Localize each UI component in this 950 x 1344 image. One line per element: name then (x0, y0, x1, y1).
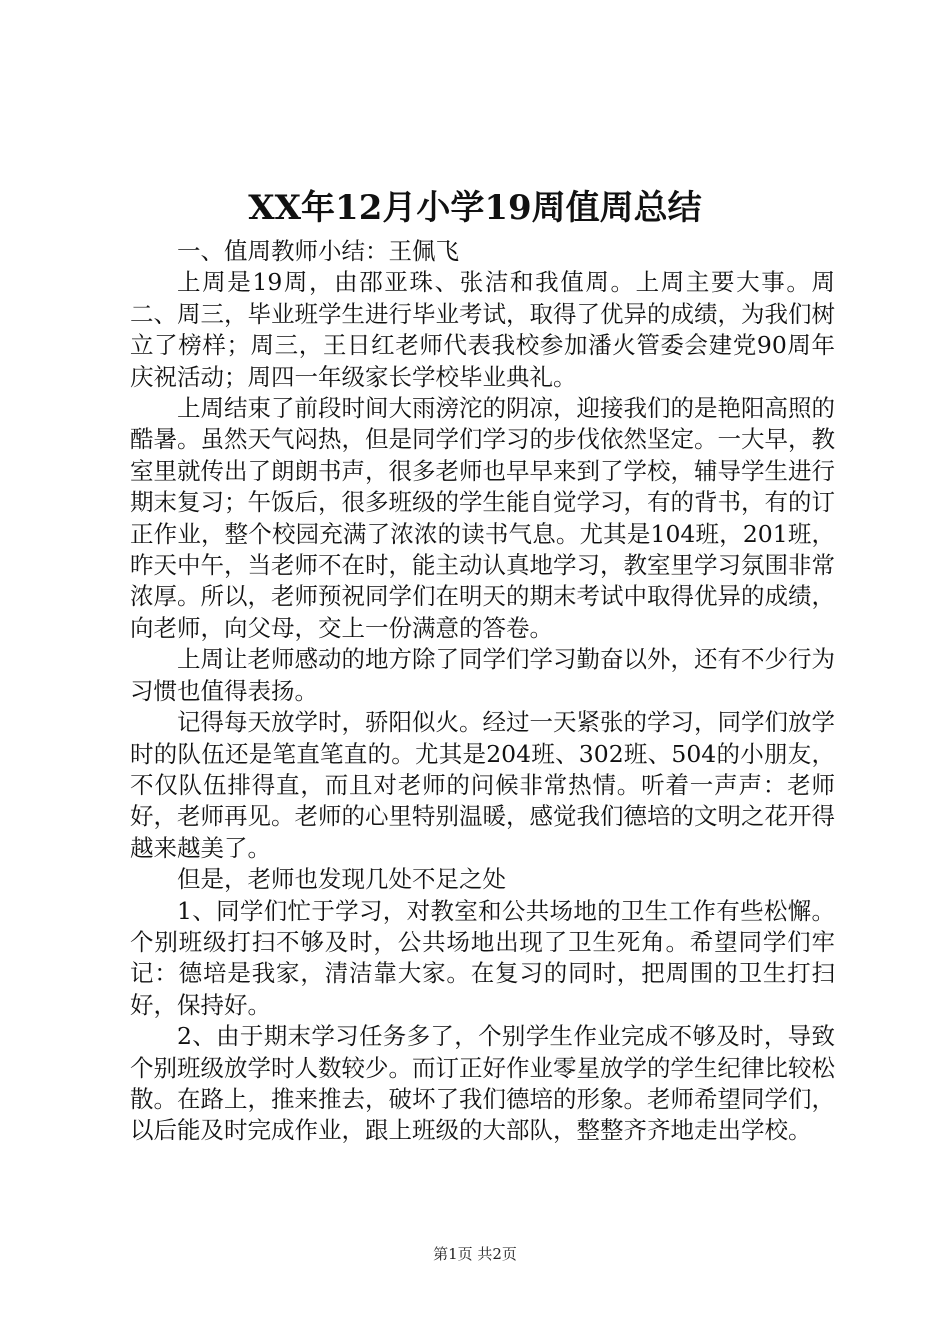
document-body (130, 236, 835, 1147)
paragraph: 但是，老师也发现几处不足之处 (177, 865, 506, 894)
list-item: 2、由于期末学习任务多了，个别学生作业完成不够及时，导致个别班级放学时人数较少。而订正好作业零星放学的学生纪律比较松散。在路上，推来推去，破坏了我们德培的形象。老师希望同学们，以后能及时完成作业，跟上班级的大部队，整整齐齐地走出学校。 (130, 1022, 835, 1145)
page-footer: 第1页 共2页 (433, 1245, 517, 1263)
list-item: 1、同学们忙于学习，对教室和公共场地的卫生工作有些松懈。个别班级打扫不够及时，公共场地出现了卫生死角。希望同学们牢记：德培是我家，清洁靠大家。在复习的同时，把周围的卫生打扫好，保持好。 (130, 896, 835, 1019)
section-heading: 一、值周教师小结：王佩飞 (177, 237, 459, 265)
document-title: XX年12月小学19周值周总结 (248, 188, 702, 228)
paragraph: 上周结束了前段时间大雨滂沱的阴凉，迎接我们的是艳阳高照的酷暑。虽然天气闷热，但是同学们学习的步伐依然坚定。一大早，教室里就传出了朗朗书声，很多老师也早早来到了学校，辅导学生进行期末复习；午饭后，很多班级的学生能自觉学习，有的背书，有的订正作业，整个校园充满了浓浓的读书气息。尤其是104班，201班，昨天中午，当老师不在时，能主动认真地学习，教室里学习氛围非常浓厚。所以，老师预祝同学们在明天的期末考试中取得优异的成绩，向老师，向父母，交上一份满意的答卷。 (130, 394, 835, 642)
paragraph: 记得每天放学时，骄阳似火。经过一天紧张的学习，同学们放学时的队伍还是笔直笔直的。尤其是204班、302班、504的小朋友，不仅队伍排得直，而且对老师的问候非常热情。听着一声声：老师好，老师再见。老师的心里特别温暖，感觉我们德培的文明之花开得越来越美了。 (130, 708, 835, 862)
paragraph: 上周是19周，由邵亚珠、张洁和我值周。上周主要大事。周二、周三，毕业班学生进行毕业考试，取得了优异的成绩，为我们树立了榜样；周三，王日红老师代表我校参加潘火管委会建党90周年庆祝活动；周四一年级家长学校毕业典礼。 (130, 268, 835, 391)
paragraph: 上周让老师感动的地方除了同学们学习勤奋以外，还有不少行为习惯也值得表扬。 (130, 645, 835, 705)
